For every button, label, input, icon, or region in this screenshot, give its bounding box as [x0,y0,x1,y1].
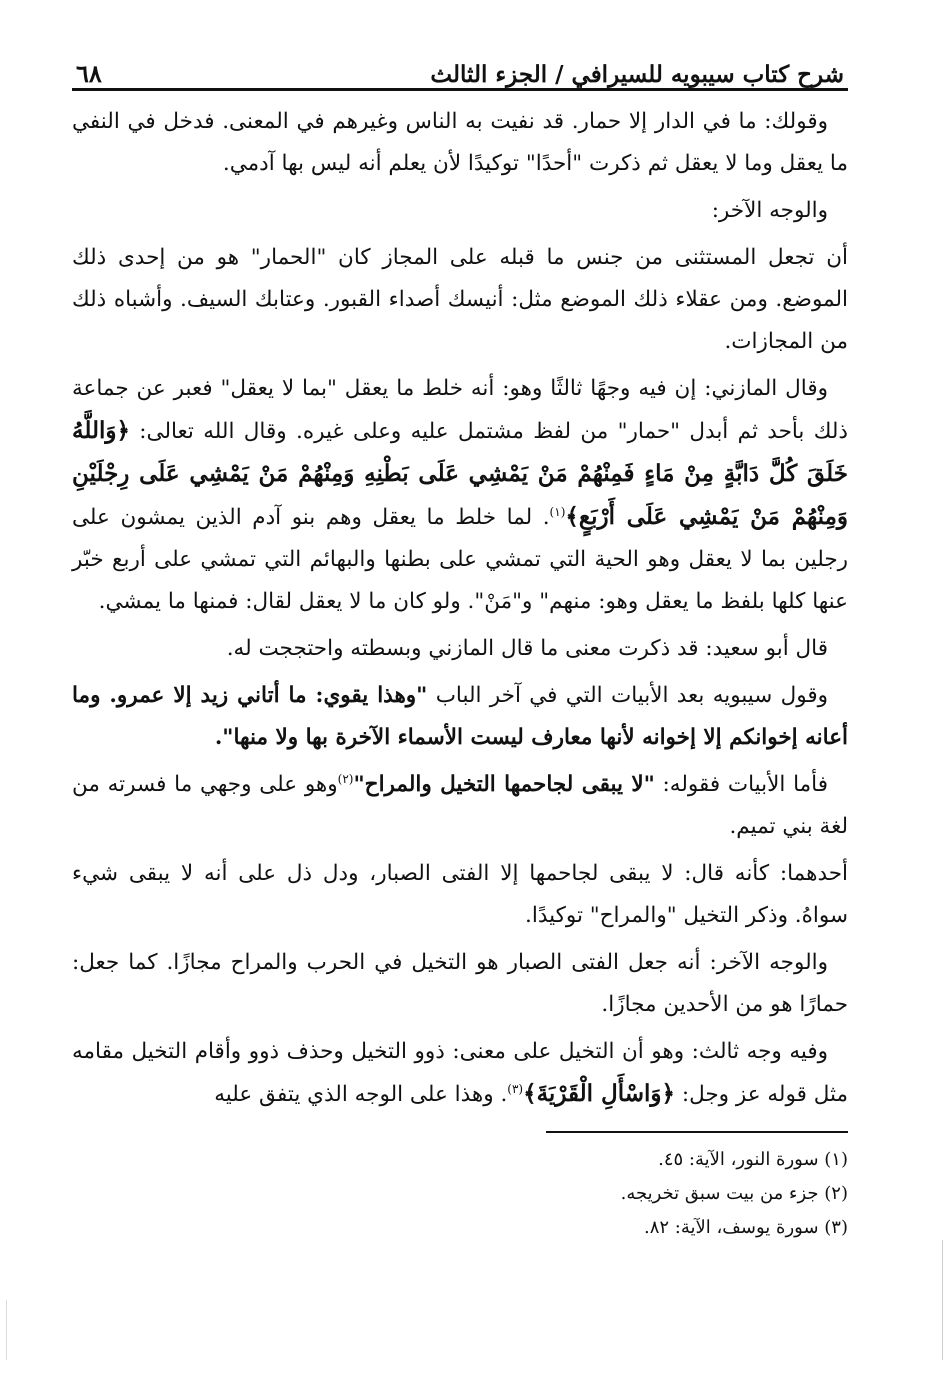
document-page [72,52,848,1245]
quran-verse: ﴿وَاسْأَلِ الْقَرْيَةَ﴾ [523,1080,676,1107]
running-title: شرح كتاب سيبويه للسيرافي / الجزء الثالث [430,61,844,88]
main-text [72,101,848,1116]
scan-edge-mark [942,1240,943,1360]
quran-verse: ﴿وَاللَّهُ خَلَقَ كُلَّ دَابَّةٍ مِنْ مَاءٍ فَمِنْهُمْ مَنْ يَمْشِي عَلَى بَطْنِهِ وَمِنْهُمْ مَنْ يَمْشِي عَلَى رِجْلَيْنِ وَمِنْهُمْ مَنْ يَمْشِي عَلَى أَرْبَعٍ﴾ [72,417,848,530]
page-header [72,52,848,91]
paragraph: وقال المازني: إن فيه وجهًا ثالثًا وهو: أنه خلط ما يعقل "بما لا يعقل" فعبر عن جماعة ذلك بأحد ثم أبدل "حمار" من لفظ مشتمل عليه وعلى غيره. وقال الله تعالى: ﴿وَاللَّهُ خَلَقَ كُلَّ دَابَّةٍ مِنْ مَاءٍ فَمِنْهُمْ مَنْ يَمْشِي عَلَى بَطْنِهِ وَمِنْهُمْ مَنْ يَمْشِي عَلَى رِجْلَيْنِ وَمِنْهُمْ مَنْ يَمْشِي عَلَى أَرْبَعٍ﴾$^{(١)}$. لما خلط ما يعقل وهم بنو آدم الذين يمشون على رجلين بما لا يعقل وهو الحية التي تمشي على بطنها والبهائم التي تمشي على أربع خبّر عنها كلها بلفظ ما يعقل وهو: منهم" و"مَنْ". ولو كان ما لا يعقل لقال: فمنها ما يمشي. [72,376,848,614]
page-number: ٦٨ [76,59,102,88]
paragraph: أن تجعل المستثنى من جنس ما قبله على المجاز كان "الحمار" هو من إحدى ذلك الموضع. ومن عقلاء ذلك الموضع مثل: أنيسك أصداء القبور. وعتابك السيف. وأشباه ذلك من المجازات. [72,245,848,354]
footnotes [72,1143,848,1245]
paragraph: قال أبو سعيد: قد ذكرت معنى ما قال المازني وبسطته واحتججت له. [226,636,828,661]
paragraph: فأما الأبيات فقوله: "لا يبقى لجاحمها التخيل والمراح"$^{(٢)}$وهو على وجهي ما فسرته من لغة بني تميم. [72,771,848,839]
footnote: (٣) سورة يوسف، الآية: ٨٢. [643,1217,848,1238]
paragraph: وقول سيبويه بعد الأبيات التي في آخر الباب "وهذا يقوي: ما أتاني زيد إلا عمرو. وما أعانه إخوانكم إلا إخوانه لأنها معارف ليست الأسماء الآخرة بها ولا منها". [72,683,848,750]
footnote: (١) سورة النور، الآية: ٤٥. [658,1149,848,1170]
footnote: (٢) جزء من بيت سبق تخريجه. [620,1183,848,1204]
paragraph: والوجه الآخر: [711,198,828,223]
bold-quote: "لا يبقى لجاحمها التخيل والمراح" [353,772,655,797]
footnote-separator-wrap [72,1121,848,1133]
paragraph: وقولك: ما في الدار إلا حمار. قد نفيت به الناس وغيرهم في المعنى. فدخل في النفي ما يعقل وما لا يعقل ثم ذكرت "أحدًا" توكيدًا لأن يعلم أنه ليس بها آدمي. [72,109,848,176]
bold-quote: "وهذا يقوي: ما أتاني زيد إلا عمرو. وما أعانه إخوانكم إلا إخوانه لأنها معارف ليست الأسماء الآخرة بها ولا منها". [72,683,848,750]
footnote-ref: (٢) [337,771,354,786]
footnote-ref: (٣) [507,1081,524,1096]
footnote-separator [546,1131,848,1133]
scan-edge-mark [6,1300,7,1360]
footnote-ref: (١) [549,504,566,519]
paragraph: أحدهما: كأنه قال: لا يبقى لجاحمها إلا الفتى الصبار، ودل ذل على أنه لا يبقى شيء سواهُ. وذكر التخيل "والمراح" توكيدًا. [72,861,848,928]
paragraph: والوجه الآخر: أنه جعل الفتى الصبار هو التخيل في الحرب والمراح مجازًا. كما جعل: حمارًا هو من الأحدين مجازًا. [72,950,848,1017]
paragraph: وفيه وجه ثالث: وهو أن التخيل على معنى: ذوو التخيل وحذف ذوو وأقام التخيل مقامه مثل قوله عز وجل: ﴿وَاسْأَلِ الْقَرْيَةَ﴾$^{(٣)}$. وهذا على الوجه الذي يتفق عليه [72,1039,848,1107]
